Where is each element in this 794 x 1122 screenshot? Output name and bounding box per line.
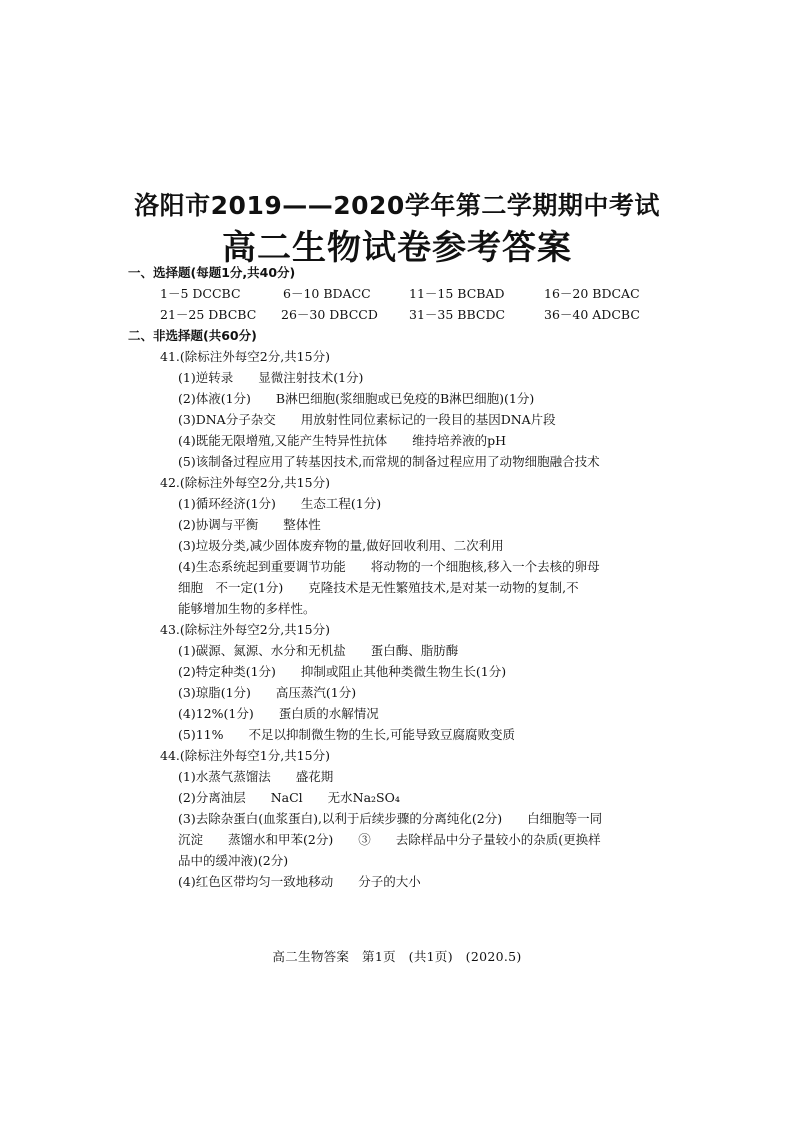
answer-line: (4)12%(1分) 蛋白质的水解情况 <box>178 706 379 721</box>
question-heading: 41.(除标注外每空2分,共15分) <box>160 349 330 364</box>
mc-answer-group: 6－10 BDACC <box>283 286 371 301</box>
answer-line: (1)水蒸气蒸馏法 盛花期 <box>178 769 334 784</box>
answer-line: (5)11% 不足以抑制微生物的生长,可能导致豆腐腐败变质 <box>178 727 515 742</box>
answer-line: (5)该制备过程应用了转基因技术,而常规的制备过程应用了动物细胞融合技术 <box>178 454 600 469</box>
page-footer: 高二生物答案 第1页 (共1页) (2020.5) <box>272 949 522 964</box>
answer-line: (1)循环经济(1分) 生态工程(1分) <box>178 496 382 511</box>
answer-line: 细胞 不一定(1分) 克隆技术是无性繁殖技术,是对某一动物的复制,不 <box>178 580 579 595</box>
answer-line: (3)去除杂蛋白(血浆蛋白),以利于后续步骤的分离纯化(2分) 白细胞等一同 <box>178 811 603 826</box>
answer-line: (3)DNA分子杂交 用放射性同位素标记的一段目的基因DNA片段 <box>178 412 556 427</box>
mc-answer-group: 1－5 DCCBC <box>160 286 241 301</box>
mc-answer-row <box>0 283 794 304</box>
answer-line: (1)碳源、氮源、水分和无机盐 蛋白酶、脂肪酶 <box>178 643 459 658</box>
mc-answer-group: 36－40 ADCBC <box>544 307 640 322</box>
answer-line: (2)协调与平衡 整体性 <box>178 517 321 532</box>
mc-answer-group: 21－25 DBCBC <box>160 307 257 322</box>
answer-line: (2)体液(1分) B淋巴细胞(浆细胞或已免疫的B淋巴细胞)(1分) <box>178 391 535 406</box>
answer-line: 沉淀 蒸馏水和甲苯(2分) ③ 去除样品中分子量较小的杂质(更换样 <box>178 832 601 847</box>
answer-line: (3)垃圾分类,减少固体废弃物的量,做好回收利用、二次利用 <box>178 538 504 553</box>
exam-title: 洛阳市2019——2020学年第二学期期中考试 <box>134 191 660 220</box>
question-heading: 42.(除标注外每空2分,共15分) <box>160 475 330 490</box>
answer-line: (2)特定种类(1分) 抑制或阻止其他种类微生物生长(1分) <box>178 664 507 679</box>
answer-line: 品中的缓冲液)(2分) <box>178 853 289 868</box>
mc-answer-row <box>0 304 794 325</box>
answer-line: 能够增加生物的多样性。 <box>178 601 316 616</box>
question-heading: 43.(除标注外每空2分,共15分) <box>160 622 330 637</box>
section-1-heading: 一、选择题(每题1分,共40分) <box>128 265 296 280</box>
answer-line: (3)琼脂(1分) 高压蒸汽(1分) <box>178 685 357 700</box>
mc-answer-group: 11－15 BCBAD <box>409 286 505 301</box>
mc-answer-group: 31－35 BBCDC <box>409 307 506 322</box>
answer-line: (4)生态系统起到重要调节功能 将动物的一个细胞核,移入一个去核的卵母 <box>178 559 600 574</box>
answer-line: (1)逆转录 显微注射技术(1分) <box>178 370 364 385</box>
question-heading: 44.(除标注外每空1分,共15分) <box>160 748 330 763</box>
section-2-heading: 二、非选择题(共60分) <box>128 328 257 343</box>
mc-answer-group: 16－20 BDCAC <box>544 286 640 301</box>
mc-answer-group: 26－30 DBCCD <box>281 307 378 322</box>
answer-line: (2)分离油层 NaCl 无水Na₂SO₄ <box>178 790 400 805</box>
answer-line: (4)红色区带均匀一致地移动 分子的大小 <box>178 874 421 889</box>
answer-key-title: 高二生物试卷参考答案 <box>222 228 572 268</box>
answer-line: (4)既能无限增殖,又能产生特异性抗体 维持培养液的pH <box>178 433 507 448</box>
